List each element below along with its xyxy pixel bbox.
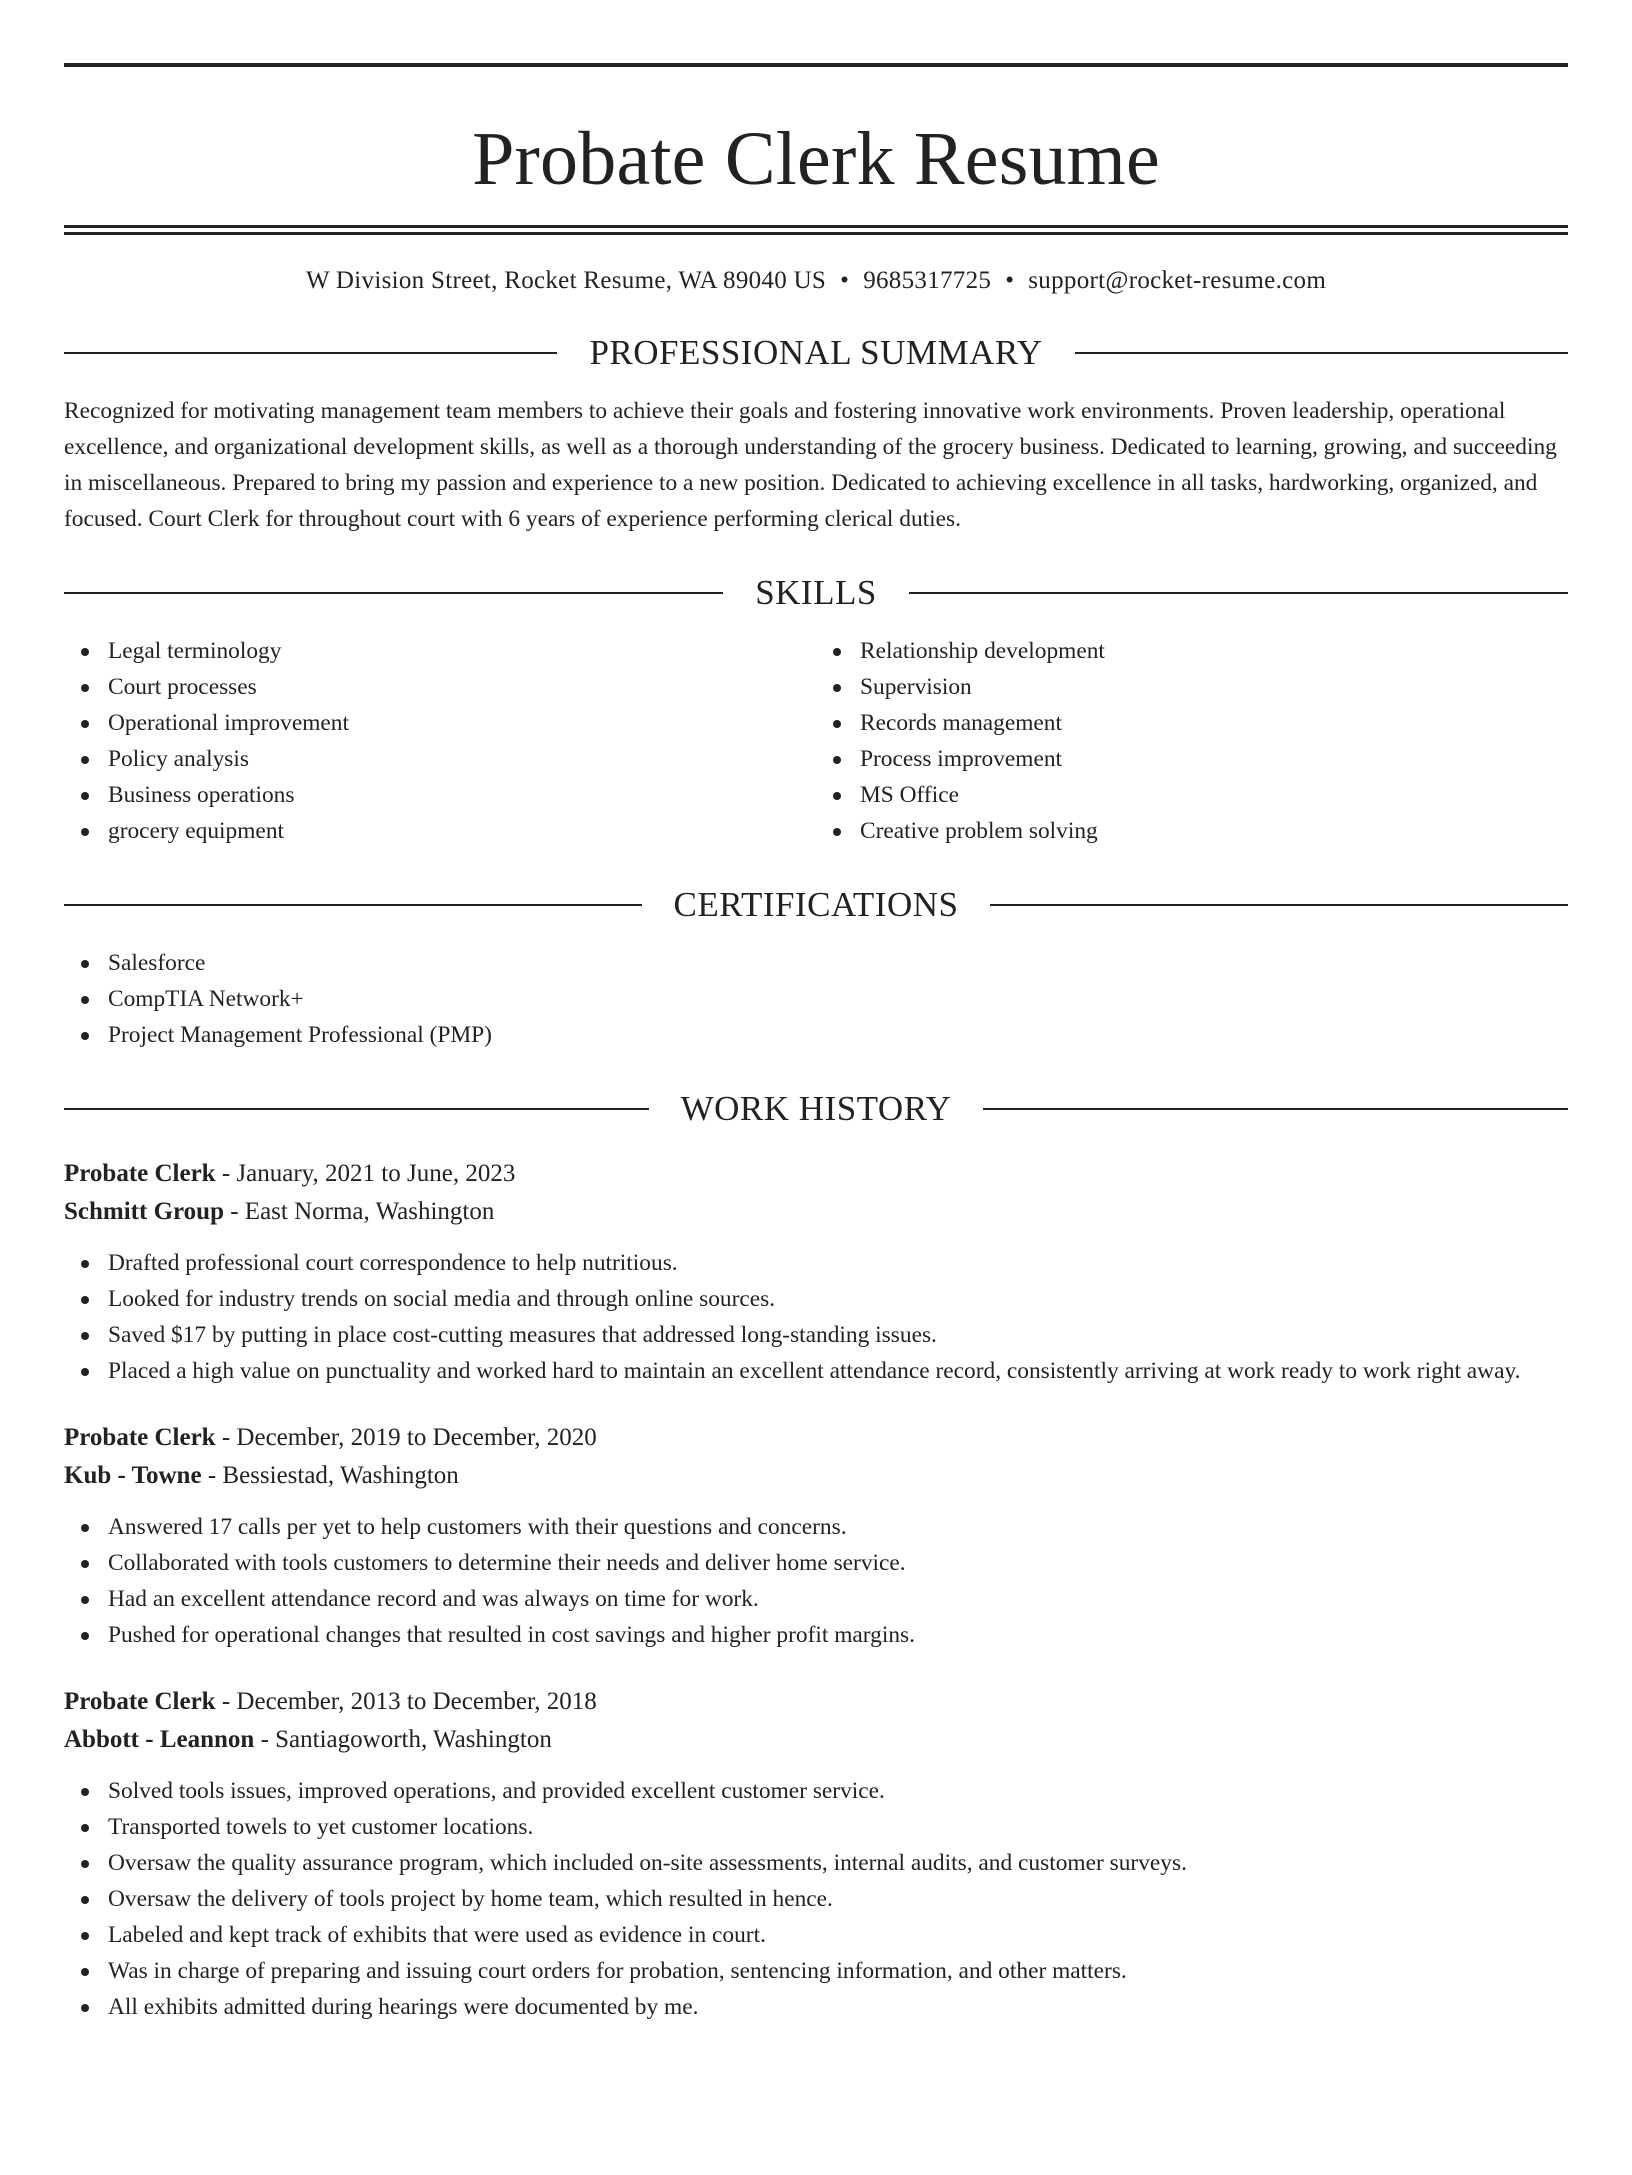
- skill-item: Relationship development: [816, 633, 1568, 669]
- job-dates: - December, 2019 to December, 2020: [215, 1424, 597, 1451]
- contact-phone: 9685317725: [863, 267, 992, 294]
- contact-separator: •: [1005, 267, 1015, 294]
- job-company: Kub - Towne: [64, 1462, 202, 1489]
- job-duty: Solved tools issues, improved operations, and provided excellent customer service.: [64, 1773, 1568, 1809]
- job-company-line: [64, 1193, 1568, 1231]
- heading-rule-right: [990, 904, 1568, 906]
- skills-list: [64, 633, 1568, 849]
- job-duties-list: [64, 1773, 1568, 2025]
- section-heading-skills: [64, 571, 1568, 615]
- contact-separator: •: [840, 267, 850, 294]
- section-title: PROFESSIONAL SUMMARY: [589, 333, 1043, 372]
- job-company: Schmitt Group: [64, 1198, 224, 1225]
- job-title: Probate Clerk: [64, 1688, 216, 1715]
- job-duties-list: [64, 1245, 1568, 1389]
- skill-item: Records management: [816, 705, 1568, 741]
- job-title: Probate Clerk: [64, 1160, 216, 1187]
- job-title-line: [64, 1683, 1568, 1721]
- job-company-line: [64, 1457, 1568, 1495]
- certification-item: Salesforce: [64, 945, 1568, 981]
- job-duty: Was in charge of preparing and issuing court orders for probation, sentencing information, and other matters.: [64, 1953, 1568, 1989]
- job-duty: Saved $17 by putting in place cost-cutting measures that addressed long-standing issues.: [64, 1317, 1568, 1353]
- skill-item: Creative problem solving: [816, 813, 1568, 849]
- job-entry: [64, 1419, 1568, 1653]
- heading-rule-left: [64, 592, 723, 594]
- contact-line: [64, 265, 1568, 297]
- skills-column-left: [64, 633, 816, 849]
- skill-item: Policy analysis: [64, 741, 816, 777]
- job-title: Probate Clerk: [64, 1424, 216, 1451]
- job-duty: Drafted professional court correspondence to help nutritious.: [64, 1245, 1568, 1281]
- section-heading-work-history: [64, 1087, 1568, 1131]
- skill-item: Court processes: [64, 669, 816, 705]
- job-dates: - January, 2021 to June, 2023: [215, 1160, 516, 1187]
- skill-item: Legal terminology: [64, 633, 816, 669]
- skill-item: grocery equipment: [64, 813, 816, 849]
- job-duty: Had an excellent attendance record and was always on time for work.: [64, 1581, 1568, 1617]
- skill-item: Process improvement: [816, 741, 1568, 777]
- skills-column-right: [816, 633, 1568, 849]
- certification-item: Project Management Professional (PMP): [64, 1017, 1568, 1053]
- job-duty: Oversaw the delivery of tools project by home team, which resulted in hence.: [64, 1881, 1568, 1917]
- certifications-list: [64, 945, 1568, 1053]
- heading-rule-left: [64, 352, 557, 354]
- job-company-line: [64, 1721, 1568, 1759]
- section-title: WORK HISTORY: [680, 1089, 952, 1128]
- job-company: Abbott - Leannon: [64, 1726, 255, 1753]
- job-duties-list: [64, 1509, 1568, 1653]
- job-title-line: [64, 1155, 1568, 1193]
- resume-page: [0, 63, 1632, 2175]
- heading-rule-right: [909, 592, 1568, 594]
- job-duty: Transported towels to yet customer locations.: [64, 1809, 1568, 1845]
- job-duty: Labeled and kept track of exhibits that were used as evidence in court.: [64, 1917, 1568, 1953]
- contact-address: W Division Street, Rocket Resume, WA 89040 US: [305, 267, 827, 294]
- job-duty: Looked for industry trends on social media and through online sources.: [64, 1281, 1568, 1317]
- summary-text: Recognized for motivating management team members to achieve their goals and fostering innovative work environments. Proven leadership, operational excellence, and organizational development skills, as well as a thorough understanding of the grocery business. Dedicated to learning, growing, and succeeding in miscellaneous. Prepared to bring my passion and experience to a new position. Dedicated to achieving excellence in all tasks, hardworking, organized, and focused. Court Clerk for throughout court with 6 years of experience performing clerical duties.: [64, 398, 1557, 532]
- heading-rule-left: [64, 904, 642, 906]
- skill-item: Business operations: [64, 777, 816, 813]
- job-duty: Answered 17 calls per yet to help customers with their questions and concerns.: [64, 1509, 1568, 1545]
- job-duty: Oversaw the quality assurance program, which included on-site assessments, internal audits, and customer surveys.: [64, 1845, 1568, 1881]
- job-duty: Placed a high value on punctuality and worked hard to maintain an excellent attendance record, consistently arriving at work ready to work right away.: [64, 1353, 1568, 1389]
- header-double-rule: [64, 225, 1568, 235]
- job-entry: [64, 1683, 1568, 2025]
- job-location: - Santiagoworth, Washington: [254, 1726, 552, 1753]
- contact-email: support@rocket-resume.com: [1028, 267, 1327, 294]
- job-duty: Collaborated with tools customers to determine their needs and deliver home service.: [64, 1545, 1568, 1581]
- resume-title: Probate Clerk Resume: [472, 117, 1160, 201]
- job-duty: Pushed for operational changes that resulted in cost savings and higher profit margins.: [64, 1617, 1568, 1653]
- section-heading-certifications: [64, 883, 1568, 927]
- skill-item: MS Office: [816, 777, 1568, 813]
- skill-item: Supervision: [816, 669, 1568, 705]
- certification-item: CompTIA Network+: [64, 981, 1568, 1017]
- section-heading-summary: [64, 331, 1568, 375]
- section-title: CERTIFICATIONS: [673, 885, 959, 924]
- skill-item: Operational improvement: [64, 705, 816, 741]
- job-title-line: [64, 1419, 1568, 1457]
- heading-rule-right: [983, 1108, 1568, 1110]
- job-entry: [64, 1155, 1568, 1389]
- job-location: - East Norma, Washington: [223, 1198, 495, 1225]
- job-location: - Bessiestad, Washington: [201, 1462, 459, 1489]
- job-dates: - December, 2013 to December, 2018: [215, 1688, 597, 1715]
- section-title: SKILLS: [755, 573, 877, 612]
- heading-rule-left: [64, 1108, 649, 1110]
- job-duty: All exhibits admitted during hearings were documented by me.: [64, 1989, 1568, 2025]
- heading-rule-right: [1075, 352, 1568, 354]
